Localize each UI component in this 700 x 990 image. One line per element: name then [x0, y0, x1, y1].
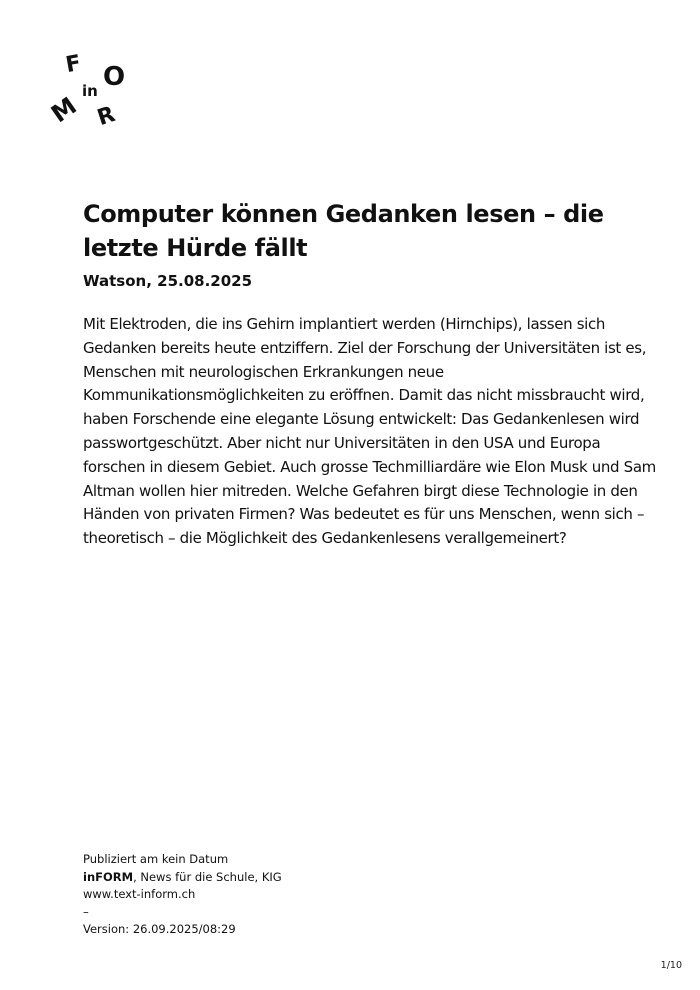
footer-separator: –	[83, 904, 89, 919]
article-source-date: Watson, 25.08.2025	[83, 272, 253, 290]
publication-date: Publiziert am kein Datum	[83, 852, 229, 866]
logo-letter-r: R	[94, 102, 119, 132]
article-body: Mit Elektroden, die ins Gehirn implantiert werden (Hirnchips), lassen sich Gedanken bereits heute entziffern. Ziel der Forschung der Universitäten ist es, Menschen mit neurologischen Erkrankungen neue Kommunikationsmöglichkeiten zu eröffnen. Damit das nicht missbraucht wird, haben Forschende eine elegante Lösung entwickelt: Das Gedankenlesen wird passwortgeschützt. Aber nicht nur Universitäten in den USA und Europa forschen in diesem Gebiet. Auch grosse Techmilliardäre wie Elon Musk und Sam Altman wollen hier mitreden. Welche Gefahren birgt diese Technologie in den Händen von privaten Firmen? Was bedeutet es für uns Menschen, wenn sich – theoretisch – die Möglichkeit des Gedankenlesens verallgemeinert?	[83, 315, 656, 548]
brand-name: inFORM	[83, 869, 134, 884]
publisher-line	[83, 869, 483, 887]
website-link[interactable]: www.text-inform.ch	[83, 887, 196, 902]
logo-letter-o: O	[103, 62, 126, 92]
brand-description: , News für die Schule, KIG	[133, 869, 282, 884]
logo-letter-f: F	[63, 50, 84, 79]
version-info: Version: 26.09.2025/08:29	[83, 922, 236, 937]
article-title: Computer können Gedanken lesen – die letzte Hürde fällt	[83, 200, 604, 262]
logo-letters-in: in	[82, 82, 98, 100]
page-footer	[83, 851, 483, 939]
inform-logo	[48, 50, 138, 135]
logo-letter-m: M	[46, 91, 82, 129]
page-number: 1/10	[660, 960, 682, 971]
